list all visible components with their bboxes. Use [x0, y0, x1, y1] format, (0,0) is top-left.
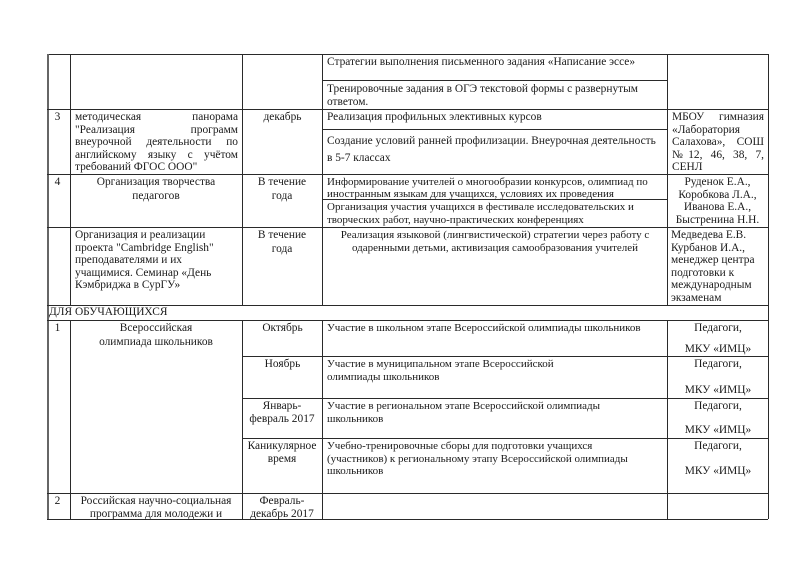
stage-date-text: Январь-февраль 2017	[249, 400, 315, 425]
stage-date-text: Каникулярное время	[247, 440, 317, 465]
table-border-bottom	[47, 519, 768, 520]
activity-cell	[322, 175, 667, 199]
col-sep-1-lower	[70, 320, 71, 519]
stage-date-text: Октябрь	[262, 322, 303, 334]
activity-text: Информирование учителей о многообразии конкурсов, олимпиад по иностранным языкам для учащихся, условиях их проведения	[327, 176, 648, 199]
date-cell	[242, 175, 322, 203]
responsible-cell	[667, 228, 768, 305]
stage-date-cell	[242, 399, 322, 425]
event-cell	[70, 110, 242, 174]
event-text: Российская научно-социальная программа для молодежи и	[80, 495, 232, 519]
activity-cell	[322, 81, 667, 109]
activity-text: Тренировочные задания в ОГЭ текстовой формы с развернутым ответом.	[327, 83, 638, 108]
date-text: Февраль-декабрь 2017	[250, 495, 314, 519]
responsible-text: Руденок Е.А., Коробкова Л.А., Иванова Е.А., Быстренина Н.Н.	[675, 176, 760, 226]
section-header-text: ДЛЯ ОБУЧАЮЩИХСЯ	[49, 306, 168, 318]
stage-activity-cell	[322, 357, 667, 383]
event-cell	[70, 175, 242, 227]
stage-responsible-bottom	[667, 342, 768, 357]
responsible-text: Педагоги,	[694, 400, 742, 412]
date-cell	[242, 228, 322, 256]
row-number	[47, 321, 70, 336]
event-text: Организация и реализации проекта "Cambridge English" преподавателями и их учащимися. Семинар «День Кэмбриджа в СурГУ»	[75, 229, 214, 292]
activity-cell	[322, 132, 667, 174]
stage-date-cell	[242, 439, 322, 465]
sub-row-sep	[322, 129, 667, 130]
responsible-cell	[667, 110, 768, 174]
stage-activity-text: Участие в региональном этапе Всероссийской олимпиады школьников	[327, 400, 601, 425]
date-cell	[242, 110, 322, 125]
stage-activity-text: Участие в муниципальном этапе Всероссийской олимпиады школьников	[327, 358, 554, 383]
activity-cell	[322, 55, 667, 80]
responsible-text: МБОУ гимназия «Лаборатория Салахова», СОШ №12, 46, 38, 7, СЕНЛ	[672, 111, 764, 174]
date-text: декабрь	[263, 111, 302, 123]
activity-text: Организация участия учащихся в фестивале исследовательских и творческих работ, научно-практических конференциях	[327, 201, 634, 226]
stage-activity-cell	[322, 399, 667, 425]
activity-text: Создание условий ранней профилизации. Внеурочная деятельность в 5-7 классах	[327, 135, 656, 164]
responsible-text: МКУ «ИМЦ»	[684, 465, 752, 477]
row-number-text: 1	[54, 322, 61, 334]
event-cell	[70, 494, 242, 519]
table-border-left-lower	[47, 305, 49, 519]
event-cell	[70, 228, 242, 305]
row-number	[47, 175, 70, 190]
row-number-text: 3	[54, 111, 61, 123]
event-text: Всероссийская олимпиада школьников	[99, 322, 213, 348]
responsible-text: Педагоги,	[694, 322, 742, 334]
stage-responsible-top	[667, 357, 768, 372]
responsible-cell	[667, 175, 768, 227]
event-text: методическая панорама "Реализация программ внеурочной деятельности по английскому языку с учётом требований ФГОС ООО"	[75, 111, 238, 174]
row-number	[47, 494, 70, 509]
activity-text: Реализация профильных элективных курсов	[327, 111, 542, 123]
stage-responsible-bottom	[667, 423, 768, 438]
stage-responsible-top	[667, 321, 768, 336]
date-text: В течение года	[257, 176, 307, 202]
stage-responsible-top	[667, 399, 768, 414]
responsible-text: Педагоги,	[694, 440, 742, 452]
row-number-text: 4	[54, 176, 61, 188]
responsible-text: Педагоги,	[694, 358, 742, 370]
responsible-text: МКУ «ИМЦ»	[684, 384, 752, 396]
responsible-text: МКУ «ИМЦ»	[684, 424, 752, 436]
stage-date-cell	[242, 321, 322, 336]
row-number-text: 2	[54, 495, 61, 507]
table-border-right	[768, 54, 769, 519]
date-cell	[242, 494, 322, 519]
stage-date-cell	[242, 357, 322, 372]
activity-cell	[322, 228, 667, 305]
event-text: Организация творчества педагогов	[96, 176, 216, 202]
section-header	[47, 305, 768, 320]
stage-responsible-bottom	[667, 464, 768, 479]
stage-responsible-bottom	[667, 383, 768, 398]
stage-activity-cell	[322, 321, 667, 336]
stage-date-text: Ноябрь	[264, 358, 301, 370]
date-text: В течение года	[257, 229, 307, 255]
row-number	[47, 110, 70, 125]
stage-activity-text: Участие в школьном этапе Всероссийской олимпиады школьников	[327, 322, 641, 334]
stage-activity-cell	[322, 439, 667, 478]
event-cell	[70, 321, 242, 349]
activity-cell	[322, 110, 667, 129]
responsible-text: Медведева Е.В. Курбанов И.А., менеджер центра подготовки к международным экзаменам	[671, 229, 755, 304]
activity-text: Стратегии выполнения письменного задания «Написание эссе»	[327, 56, 636, 68]
stage-activity-text: Учебно-тренировочные сборы для подготовки учащихся (участников) к региональному этапу Всероссийской олимпиады школьников	[327, 440, 628, 477]
responsible-text: МКУ «ИМЦ»	[684, 343, 752, 355]
activity-text: Реализация языковой (лингвистической) стратегии через работу с одаренными детьми, активизация самообразования учителей	[340, 229, 650, 254]
stage-responsible-top	[667, 439, 768, 454]
activity-cell	[322, 200, 667, 227]
